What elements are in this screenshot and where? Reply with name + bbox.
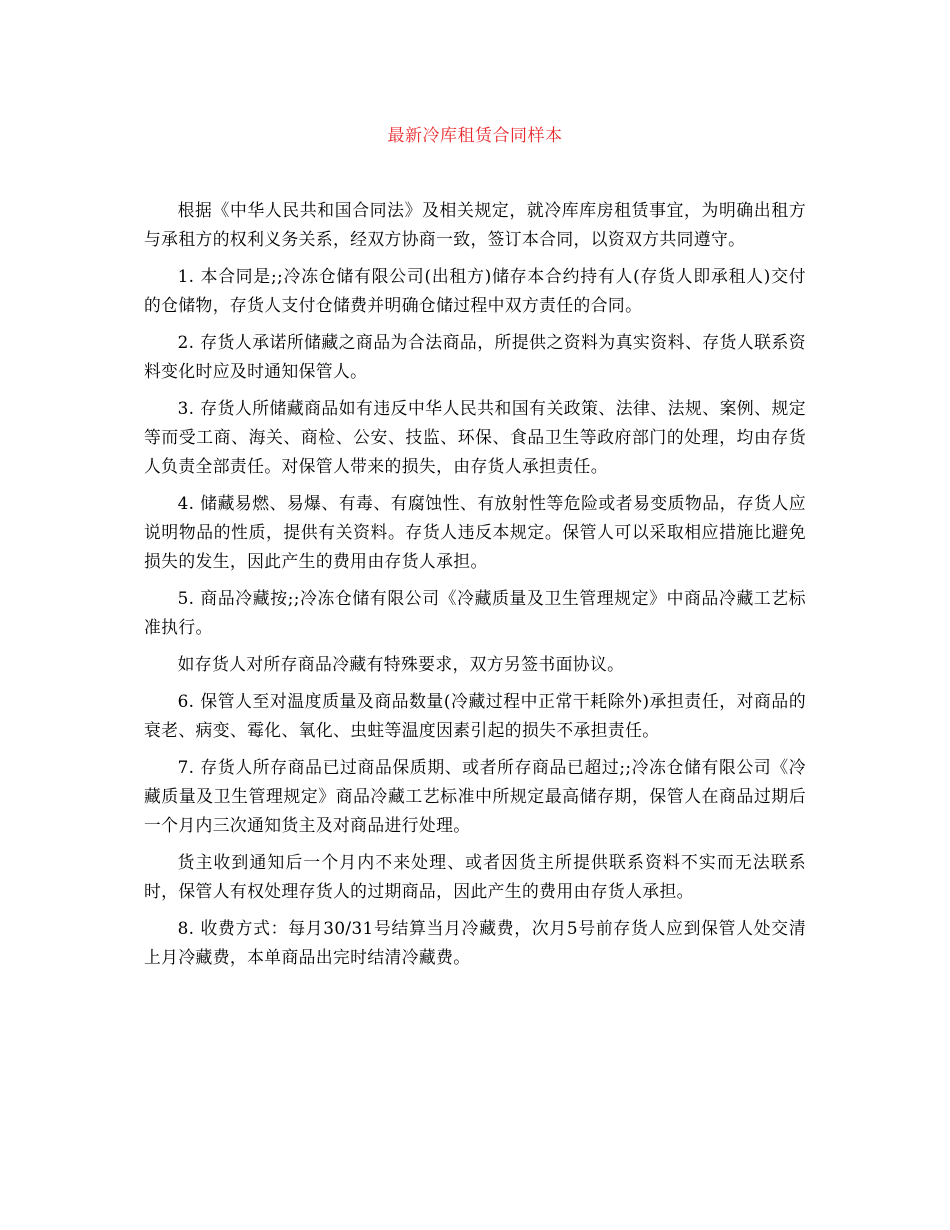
paragraph-intro: 根据《中华人民共和国合同法》及相关规定，就冷库库房租赁事宜，为明确出租方与承租方的权利义务关系，经双方协商一致，签订本合同，以资双方共同遵守。 — [144, 200, 806, 249]
paragraph-clause-5-note: 如存货人对所存商品冷藏有特殊要求，双方另签书面协议。 — [177, 654, 625, 674]
paragraph-clause-1: 1. 本合同是;;冷冻仓储有限公司(出租方)储存本合约持有人(存货人即承租人)交付的仓储物，存货人支付仓储费并明确仓储过程中双方责任的合同。 — [144, 266, 806, 315]
paragraph-clause-2: 2. 存货人承诺所储藏之商品为合法商品，所提供之资料为真实资料、存货人联系资料变化时应及时通知保管人。 — [144, 332, 806, 381]
paragraph-clause-7-note: 货主收到通知后一个月内不来处理、或者因货主所提供联系资料不实而无法联系时，保管人有权处理存货人的过期商品，因此产生的费用由存货人承担。 — [144, 852, 806, 901]
paragraph-clause-4: 4. 储藏易燃、易爆、有毒、有腐蚀性、有放射性等危险或者易变质物品，存货人应说明物品的性质，提供有关资料。存货人违反本规定。保管人可以采取相应措施比避免损失的发生，因此产生的费用由存货人承担。 — [144, 493, 806, 571]
paragraph-clause-8: 8. 收费方式：每月30/31号结算当月冷藏费，次月5号前存货人应到保管人处交清上月冷藏费，本单商品出完时结清冷藏费。 — [144, 918, 806, 967]
paragraph-clause-7: 7. 存货人所存商品已过商品保质期、或者所存商品已超过;;冷冻仓储有限公司《冷藏质量及卫生管理规定》商品冷藏工艺标准中所规定最高储存期，保管人在商品过期后一个月内三次通知货主及对商品进行处理。 — [144, 757, 806, 835]
paragraph-clause-3: 3. 存货人所储藏商品如有违反中华人民共和国有关政策、法律、法规、案例、规定等而受工商、海关、商检、公安、技监、环保、食品卫生等政府部门的处理，均由存货人负责全部责任。对保管人带来的损失，由存货人承担责任。 — [144, 398, 806, 476]
document-body — [144, 196, 806, 980]
paragraph-clause-6: 6. 保管人至对温度质量及商品数量(冷藏过程中正常干耗除外)承担责任，对商品的衰老、病变、霉化、氧化、虫蛀等温度因素引起的损失不承担责任。 — [144, 691, 806, 740]
paragraph-clause-5: 5. 商品冷藏按;;冷冻仓储有限公司《冷藏质量及卫生管理规定》中商品冷藏工艺标准执行。 — [144, 588, 806, 637]
document-title: 最新冷库租赁合同样本 — [387, 126, 563, 146]
